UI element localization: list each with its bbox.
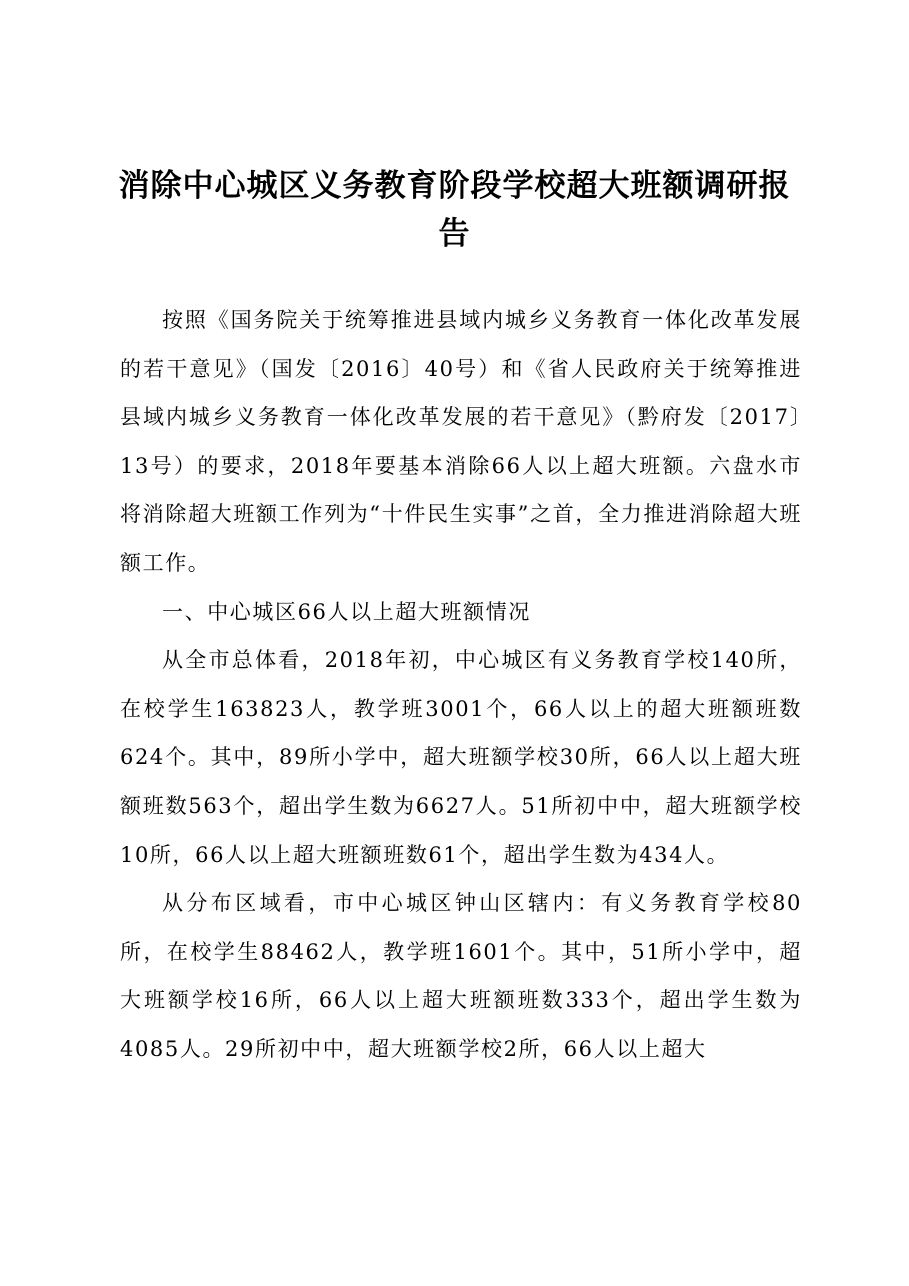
document-title: 消除中心城区义务教育阶段学校超大班额调研报告 bbox=[118, 168, 791, 252]
section-heading: 一、中心城区66人以上超大班额情况 bbox=[162, 599, 531, 624]
paragraph-region: 从分布区域看，市中心城区钟山区辖内：有义务教育学校80所，在校学生88462人，教学班1601个。其中，51所小学中，超大班额学校16所，66人以上超大班额班数333个，超出学生数为4085人。29所初中中，超大班额学校2所，66人以上超大 bbox=[120, 891, 802, 1061]
paragraph-intro: 按照《国务院关于统筹推进县域内城乡义务教育一体化改革发展的若干意见》（国发〔2016〕40号）和《省人民政府关于统筹推进县域内城乡义务教育一体化改革发展的若干意见》（黔府发〔2017〕13号）的要求，2018年要基本消除66人以上超大班额。六盘水市将消除超大班额工作列为“十件民生实事”之首，全力推进消除超大班额工作。 bbox=[120, 308, 802, 575]
document-body bbox=[120, 296, 802, 1074]
paragraph-overall: 从全市总体看，2018年初，中心城区有义务教育学校140所，在校学生163823人，教学班3001个，66人以上的超大班额班数624个。其中，89所小学中，超大班额学校30所，66人以上超大班额班数563个，超出学生数为6627人。51所初中中，超大班额学校10所，66人以上超大班额班数61个，超出学生数为434人。 bbox=[120, 648, 802, 867]
